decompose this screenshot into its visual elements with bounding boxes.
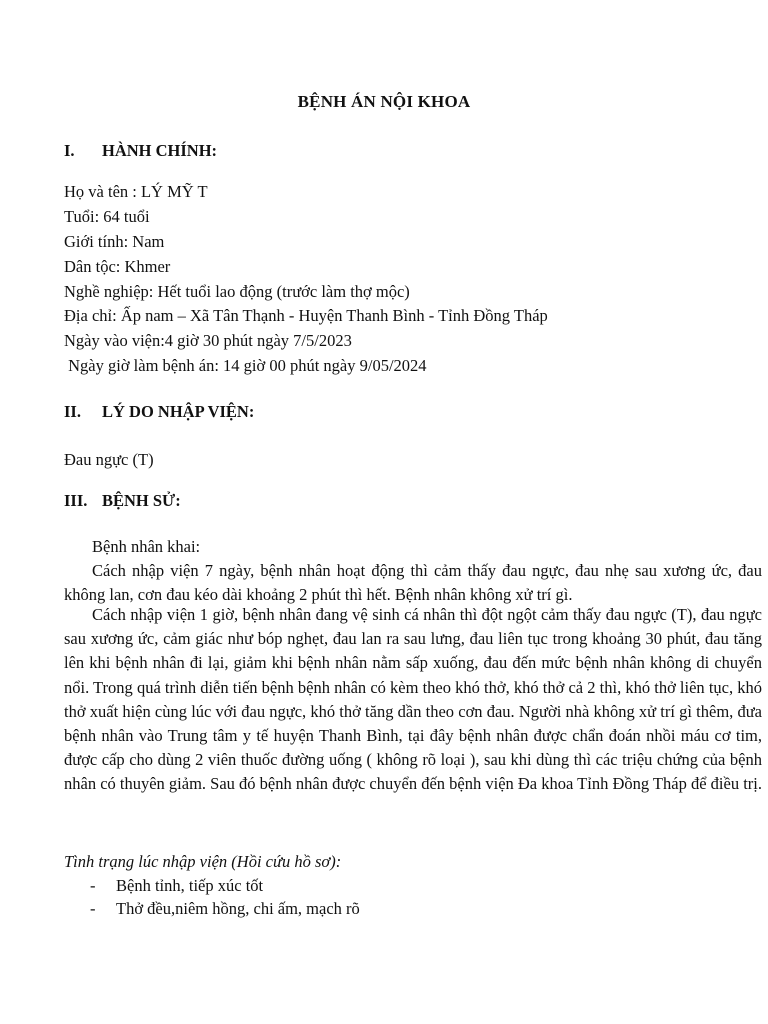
section-number: II. (64, 402, 81, 421)
list-item (90, 876, 263, 896)
document-title: BỆNH ÁN NỘI KHOA (297, 92, 471, 111)
section-label: BỆNH SỬ: (102, 491, 181, 510)
section-label: HÀNH CHÍNH: (102, 141, 218, 160)
list-item-text: Thở đều,niêm hồng, chi ấm, mạch rõ (116, 899, 360, 918)
section-number: III. (64, 491, 88, 510)
patient-name: Họ và tên : LÝ MỸ T (64, 182, 208, 201)
bullet-dash: - (90, 899, 96, 918)
patient-ethnicity: Dân tộc: Khmer (64, 257, 171, 276)
admission-status-label: Tình trạng lúc nhập viện (Hồi cứu hồ sơ): (64, 852, 342, 871)
patient-gender: Giới tính: Nam (64, 232, 165, 251)
history-paragraph-1: Cách nhập viện 7 ngày, bệnh nhân hoạt động thì cảm thấy đau ngực, đau nhẹ sau xương ức, đau không lan, cơn đau kéo dài khoảng 2 phút thì hết. Bệnh nhân không xử trí gì. (64, 561, 762, 605)
bullet-dash: - (90, 876, 96, 895)
record-date: Ngày giờ làm bệnh án: 14 giờ 00 phút ngày 9/05/2024 (64, 356, 427, 375)
admission-date: Ngày vào viện:4 giờ 30 phút ngày 7/5/2023 (64, 331, 352, 350)
history-intro: Bệnh nhân khai: (92, 537, 201, 556)
section-heading-history (64, 491, 181, 511)
history-paragraph-2: Cách nhập viện 1 giờ, bệnh nhân đang vệ sinh cá nhân thì đột ngột cảm thấy đau ngực (T), đau ngực sau xương ức, cảm giác như bóp nghẹt, đau lan ra sau lưng, đau liên tục trong khoảng 30 phút, đau tăng lên khi bệnh nhân đi lại, giảm khi bệnh nhân nằm sấp xuống, đau đến mức bệnh nhân không di chuyển nổi. Trong quá trình diễn tiến bệnh bệnh nhân có kèm theo khó thở, khó thở cả 2 thì, khó thở liên tục, khó thở xuất hiện cùng lúc với đau ngực, khó thở tăng dần theo cơn đau. Người nhà không xử trí gì thêm, đưa bệnh nhân vào Trung tâm y tế huyện Thanh Bình, tại đây bệnh nhân được chẩn đoán nhồi máu cơ tim, được cấp cho dùng 2 viên thuốc đường uống ( không rõ loại ), sau khi dùng thì các triệu chứng của bệnh nhân có thuyên giảm. Sau đó bệnh nhân được chuyển đến bệnh viện Đa khoa Tỉnh Đồng Tháp để điều trị. (64, 605, 762, 794)
patient-occupation: Nghề nghiệp: Hết tuổi lao động (trước làm thợ mộc) (64, 282, 410, 301)
section-number: I. (64, 141, 75, 160)
patient-age: Tuổi: 64 tuổi (64, 207, 150, 226)
section-heading-administrative (64, 141, 217, 161)
list-item (90, 899, 360, 919)
patient-address: Địa chỉ: Ấp nam – Xã Tân Thạnh - Huyện Thanh Bình - Tỉnh Đồng Tháp (64, 306, 548, 325)
list-item-text: Bệnh tỉnh, tiếp xúc tốt (116, 876, 264, 895)
section-heading-reason (64, 402, 254, 422)
section-label: LÝ DO NHẬP VIỆN: (102, 402, 255, 421)
admission-reason: Đau ngực (T) (64, 450, 154, 469)
